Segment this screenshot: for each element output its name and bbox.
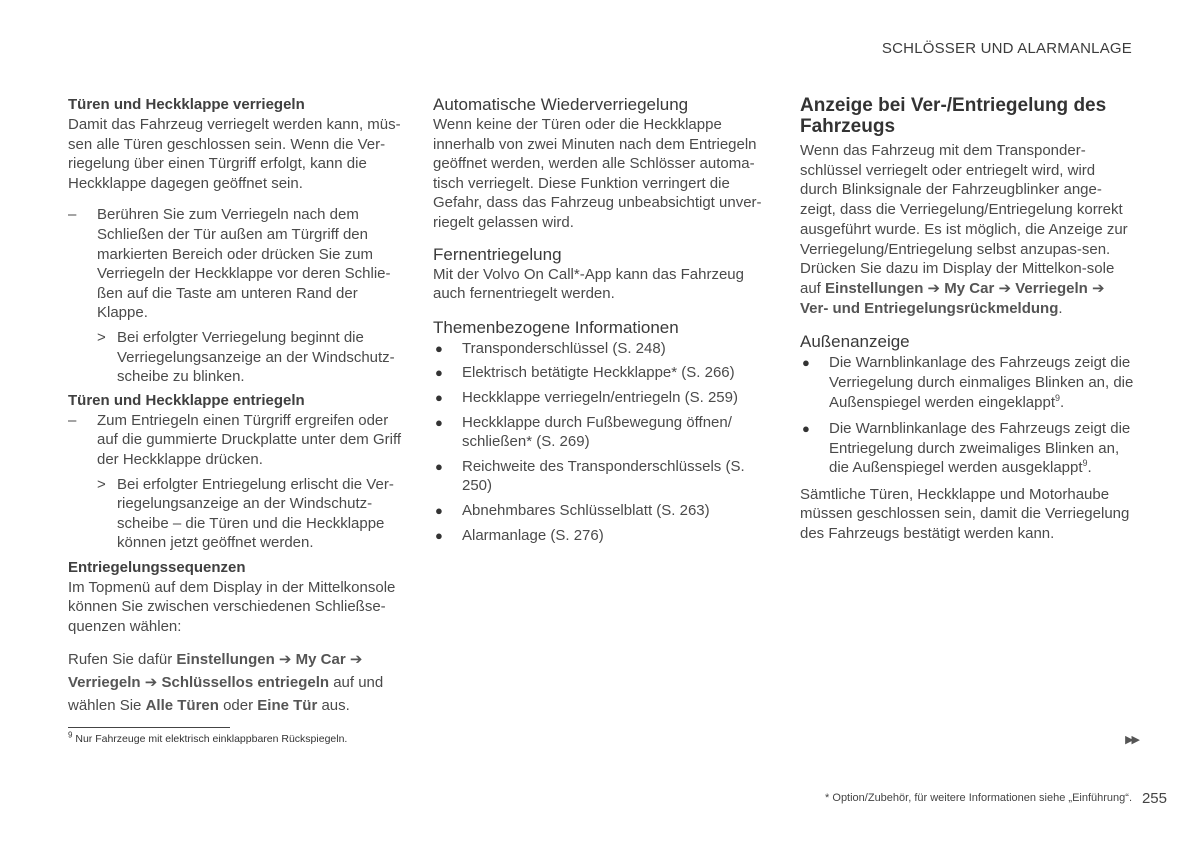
bullet-marker: ● — [435, 340, 443, 356]
exterior-item — [800, 353, 1135, 412]
result-unlock — [97, 475, 406, 553]
paragraph-lock-intro: Damit das Fahrzeug verriegelt werden kann, müs-sen alle Türen geschlossen sein. Wenn die Ver-riegelung über einen Türgriff erfolgt, kann die Heckklappe dagegen geöffnet sein. — [68, 116, 401, 192]
footnote-ref: 9 — [1055, 392, 1061, 403]
column-middle — [433, 95, 771, 545]
result-unlock-text: Bei erfolgter Entriegelung erlischt die Ver-riegelungsanzeige an der Windschutz-scheibe – die Türen und die Heckklappe können jetzt geöffnet werden. — [117, 475, 394, 552]
next-page-icon[interactable]: ▶▶ — [1125, 734, 1138, 746]
exterior-item-text: . — [1060, 393, 1065, 411]
lock-indication-text: Wenn das Fahrzeug mit dem Transponder-schlüssel verriegelt oder entriegelt wird, wird durch Blinksignale der Fahrzeugblinker ange-zeigt, dass die Verriegelung/Entriegelung korrekt ausgeführt wurde. Es ist möglich, die Anzeige zur Verriegelung/Entriegelung selbst anzupas-sen. Drücken Sie dazu im Display der Mittelkon-sole auf — [800, 142, 1128, 297]
step-unlock — [68, 411, 406, 470]
footnote — [68, 730, 348, 745]
paragraph-closed-requirement: Sämtliche Türen, Heckklappe und Motorhaube müssen geschlossen sein, damit die Verriegelung des Fahrzeugs bestätigt werden kann. — [800, 485, 1130, 543]
related-link-text[interactable]: Alarmanlage (S. 276) — [462, 526, 604, 544]
dash-marker: – — [68, 206, 77, 224]
menu-settings: Einstellungen — [825, 279, 924, 297]
heading-remote-unlock: Fernentriegelung — [433, 244, 562, 264]
menu-keyless-unlock: Schlüssellos entriegeln — [161, 673, 330, 691]
heading-lock-indication: Anzeige bei Ver-/Entriegelung des Fahrzeugs — [800, 95, 1107, 137]
footnote-ref: 9 — [1082, 458, 1088, 469]
related-link[interactable] — [433, 339, 771, 359]
related-link[interactable] — [433, 457, 771, 496]
option-one-door: Eine Tür — [257, 696, 318, 714]
related-link[interactable] — [433, 501, 771, 521]
related-link[interactable] — [433, 363, 771, 383]
paragraph-remote-unlock: Mit der Volvo On Call*-App kann das Fahrzeug auch fernentriegelt werden. — [433, 265, 744, 303]
menu-path-text: oder — [218, 696, 258, 714]
step-unlock-text: Zum Entriegeln einen Türgriff ergreifen oder auf die gummierte Druckplatte unter dem Griff der Heckklappe drücken. — [97, 411, 402, 468]
related-link[interactable] — [433, 526, 771, 546]
exterior-item-text: . — [1087, 459, 1092, 477]
heading-exterior-indication: Außenanzeige — [800, 332, 910, 352]
related-link-text[interactable]: Heckklappe durch Fußbewegung öffnen/ schließen* (S. 269) — [462, 413, 732, 451]
heading-lock-doors: Türen und Heckklappe verriegeln — [68, 96, 305, 113]
menu-my-car: My Car — [295, 650, 346, 668]
footnote-number: 9 — [68, 730, 73, 740]
paragraph-menu-path — [68, 648, 406, 717]
exterior-item-text: Die Warnblinkanlage des Fahrzeugs zeigt die Verriegelung durch einmaliges Blinken an, die Außenspiegel werden eingeklappt — [829, 354, 1134, 411]
menu-lock: Verriegeln — [1015, 279, 1088, 297]
related-link[interactable] — [433, 388, 771, 408]
menu-settings: Einstellungen — [176, 650, 275, 668]
arrow-icon: ➔ — [144, 673, 158, 691]
result-marker: > — [97, 475, 106, 493]
arrow-icon: ➔ — [998, 279, 1012, 297]
bullet-marker: ● — [435, 458, 443, 474]
arrow-icon: ➔ — [278, 650, 292, 668]
related-link-text[interactable]: Reichweite des Transponderschlüssels (S. 250) — [462, 457, 745, 495]
paragraph-lock-indication — [800, 141, 1135, 318]
arrow-icon: ➔ — [1091, 279, 1105, 297]
menu-path-text: auf und wählen Sie — [68, 673, 384, 714]
bullet-marker: ● — [435, 414, 443, 430]
step-lock-text: Berühren Sie zum Verriegeln nach dem Schließen der Tür außen am Türgriff den markierten Bereich oder drücken Sie zum Verriegeln der Heckklappe vor deren Schlie-ßen auf die Taste am unteren Rand der Klappe. — [97, 206, 391, 322]
exterior-indication-list — [800, 353, 1135, 478]
step-lock — [68, 205, 406, 323]
bullet-marker: ● — [802, 355, 810, 371]
bullet-marker: ● — [435, 502, 443, 518]
arrow-icon: ➔ — [927, 279, 941, 297]
heading-unlock-sequences: Entriegelungssequenzen — [68, 558, 246, 576]
result-lock — [97, 328, 406, 387]
related-link-text[interactable]: Transponderschlüssel (S. 248) — [462, 339, 666, 357]
footnote-divider — [68, 727, 230, 728]
heading-auto-relock: Automatische Wiederverriegelung — [433, 95, 689, 114]
dash-marker: – — [68, 411, 77, 429]
chapter-title: SCHLÖSSER UND ALARMANLAGE — [881, 40, 1132, 57]
related-link[interactable] — [433, 413, 771, 452]
result-marker: > — [97, 328, 106, 346]
bullet-marker: ● — [802, 421, 810, 437]
bullet-marker: ● — [435, 389, 443, 405]
related-link-text[interactable]: Heckklappe verriegeln/entriegeln (S. 259) — [462, 388, 738, 406]
menu-my-car: My Car — [944, 279, 995, 297]
option-all-doors: Alle Türen — [145, 696, 219, 714]
paragraph-auto-relock: Wenn keine der Türen oder die Heckklappe innerhalb von zwei Minuten nach dem Entriegeln geöffnet werden, werden alle Schlösser automa-tisch verriegelt. Diese Funktion verringert die Gefahr, dass das Fahrzeug unbeabsichtigt unver-riegelt gelassen wird. — [433, 116, 762, 231]
exterior-item-text: Die Warnblinkanlage des Fahrzeugs zeigt die Entriegelung durch zweimaliges Blinken an, die Außenspiegel werden ausgeklappt — [829, 420, 1131, 477]
footnote-text: Nur Fahrzeuge mit elektrisch einklappbaren Rückspiegeln. — [72, 733, 348, 745]
heading-unlock-doors: Türen und Heckklappe entriegeln — [68, 391, 305, 409]
lock-indication-text: . — [1058, 299, 1063, 317]
heading-related-info: Themenbezogene Informationen — [433, 317, 679, 337]
menu-lock-feedback: Ver- und Entriegelungsrückmeldung — [800, 299, 1059, 317]
related-link-text[interactable]: Elektrisch betätigte Heckklappe* (S. 266) — [462, 364, 735, 382]
paragraph-sequences: Im Topmenü auf dem Display in der Mittelkonsole können Sie zwischen verschiedenen Schließse-quenzen wählen: — [68, 578, 396, 636]
footer-note: * Option/Zubehör, für weitere Informationen siehe „Einführung“. — [825, 792, 1132, 804]
column-right — [800, 95, 1135, 544]
exterior-item — [800, 419, 1135, 478]
page-number: 255 — [1141, 790, 1167, 807]
menu-lock: Verriegeln — [68, 673, 141, 691]
result-lock-text: Bei erfolgter Verriegelung beginnt die Verriegelungsanzeige an der Windschutz-scheibe zu blinken. — [117, 328, 395, 386]
menu-path-text: Rufen Sie dafür — [68, 650, 177, 668]
menu-path-text: aus. — [317, 696, 350, 714]
related-link-text[interactable]: Abnehmbares Schlüsselblatt (S. 263) — [462, 501, 710, 519]
bullet-marker: ● — [435, 527, 443, 543]
related-links-list — [433, 339, 771, 545]
bullet-marker: ● — [435, 365, 443, 381]
column-left — [68, 95, 406, 717]
arrow-icon: ➔ — [349, 650, 363, 668]
